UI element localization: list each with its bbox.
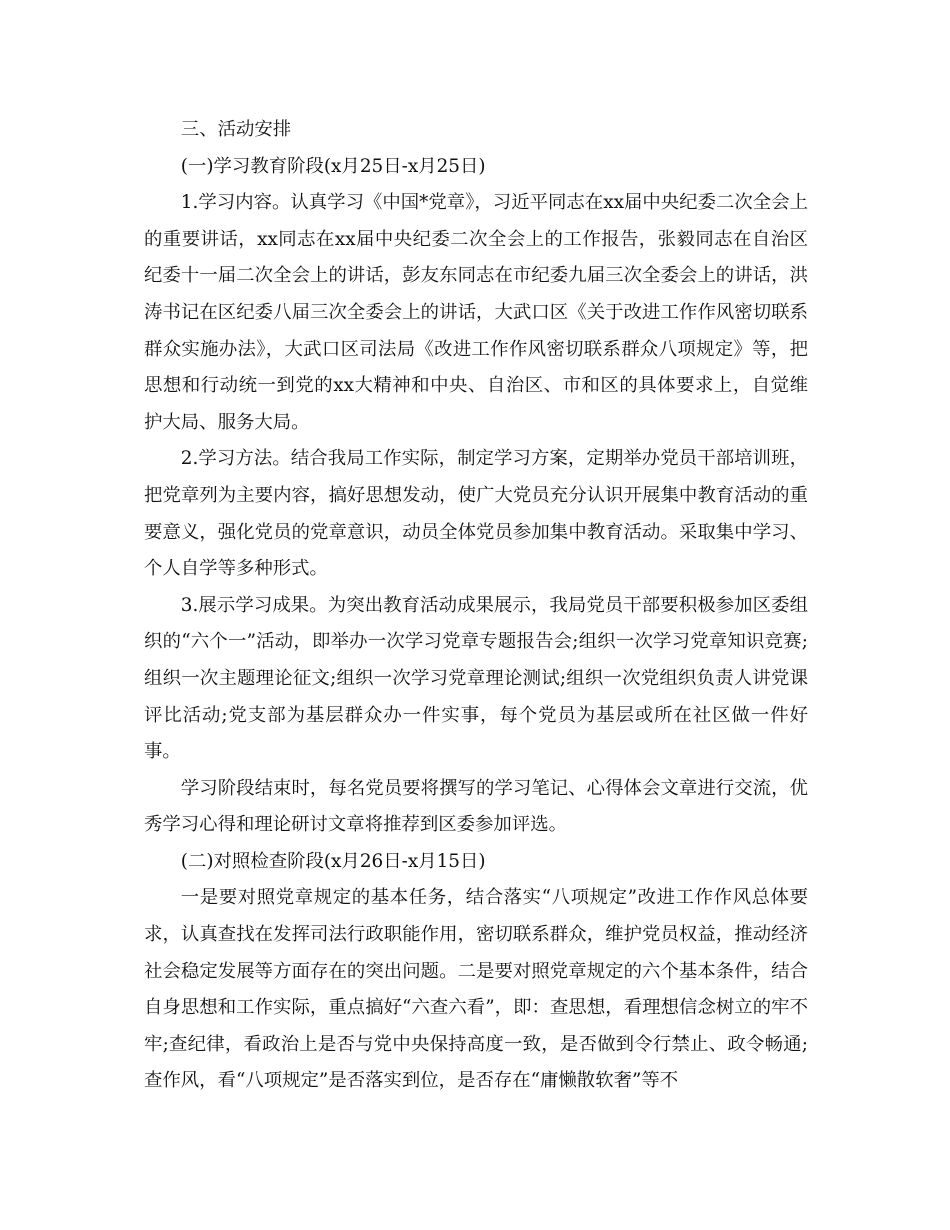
phase2-heading: (二)对照检查阶段(x月26日-x月15日) [180,850,486,872]
paragraph-study-end: 学习阶段结束时，每名党员要将撰写的学习笔记、心得体会文章进行交流，优秀学习心得和理论研讨文章将推荐到区委参加评选。 [144,777,808,836]
paragraph-study-results: 3.展示学习成果。为突出教育活动成果展示，我局党员干部要积极参加区委组织的“六个一”活动，即举办一次学习党章专题报告会;组织一次学习党章知识竞赛;组织一次主题理论征文;组织一次学习党章理论测试;组织一次党组织负责人讲党课评比活动;党支部为基层群众办一件实事，每个党员为基层或所在社区做一件好事。 [144,594,808,763]
paragraph-study-content: 1.学习内容。认真学习《中国*党章》，习近平同志在xx届中央纪委二次全会上的重要讲话，xx同志在xx届中央纪委二次全会上的工作报告，张毅同志在自治区纪委十一届二次全会上的讲话，彭友东同志在市纪委九届三次全委会上的讲话，洪涛书记在区纪委八届三次全委会上的讲话，大武口区《关于改进工作作风密切联系群众实施办法》，大武口区司法局《改进工作作风密切联系群众八项规定》等，把思想和行动统一到党的xx大精神和中央、自治区、市和区的具体要求上，自觉维护大局、服务大局。 [144,192,808,433]
section-heading: 三、活动安排 [180,119,292,140]
paragraph-study-method: 2.学习方法。结合我局工作实际，制定学习方案，定期举办党员干部培训班，把党章列为主要内容，搞好思想发动，使广大党员充分认识开展集中教育活动的重要意义，强化党员的党章意识，动员全体党员参加集中教育活动。采取集中学习、个人自学等多种形式。 [144,448,808,580]
document-body [144,112,808,1100]
paragraph-check: 一是要对照党章规定的基本任务，结合落实“八项规定”改进工作作风总体要求，认真查找在发挥司法行政职能作用，密切联系群众，维护党员权益，推动经济社会稳定发展等方面存在的突出问题。二是要对照党章规定的六个基本条件，结合自身思想和工作实际，重点搞好“六查六看”，即：查思想，看理想信念树立的牢不牢;查纪律，看政治上是否与党中央保持高度一致，是否做到令行禁止、政令畅通;查作风，看“八项规定”是否落实到位，是否存在“庸懒散软奢”等不 [144,887,808,1092]
phase1-heading: (一)学习教育阶段(x月25日-x月25日) [180,155,486,177]
